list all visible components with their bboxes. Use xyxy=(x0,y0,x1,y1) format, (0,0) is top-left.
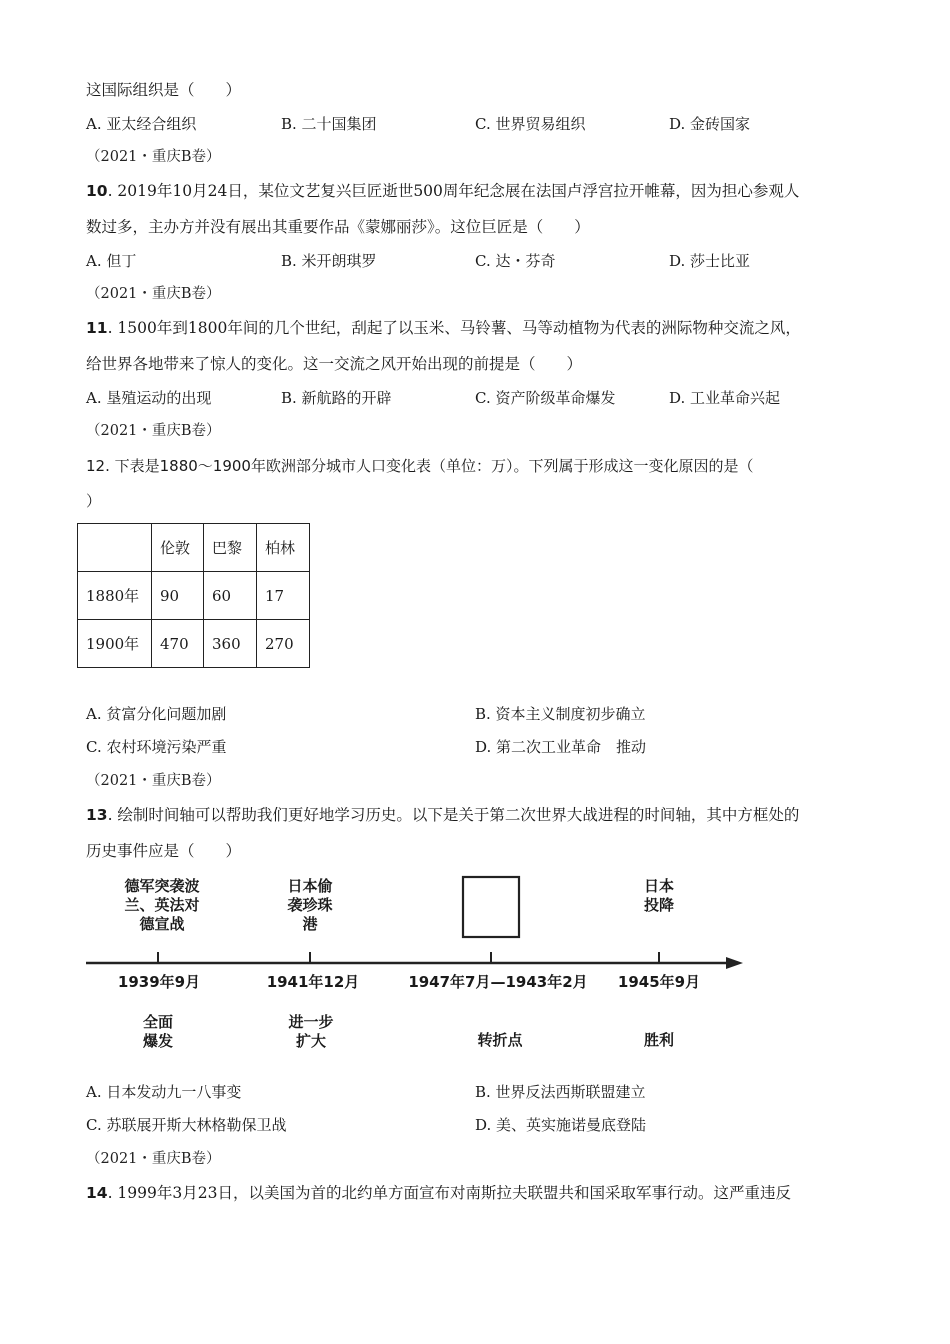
q9-option-a: A. 亚太经合组织 xyxy=(86,115,197,133)
table-header-cell: 伦敦 xyxy=(152,524,204,572)
q11-number: 11 xyxy=(86,319,108,337)
table-cell: 1880年 xyxy=(78,572,152,620)
timeline-event-label: 德军突袭波 兰、英法对 德宣战 xyxy=(124,877,200,933)
timeline-date: 1947年7月—1943年2月 xyxy=(408,973,588,991)
q9-source: （2021・重庆B卷） xyxy=(86,149,221,165)
table-row xyxy=(78,572,310,620)
q13-number: 13 xyxy=(86,806,108,824)
q11-text1: . 1500年到1800年间的几个世纪，刮起了以玉米、马铃薯、马等动植物为代表的洲际物种交流之风， xyxy=(107,319,801,337)
table-cell: 360 xyxy=(204,620,257,668)
q9-option-c: C. 世界贸易组织 xyxy=(475,115,586,133)
table-cell: 17 xyxy=(257,572,310,620)
q10-text1: . 2019年10月24日，某位文艺复兴巨匠逝世500周年纪念展在法国卢浮宫拉开帷幕，因为担心参观人 xyxy=(107,182,800,200)
timeline-date: 1945年9月 xyxy=(617,973,701,991)
q13-stem-line2: 历史事件应是（ ） xyxy=(86,842,242,860)
table-cell: 90 xyxy=(152,572,204,620)
q9-stem-end: 这国际组织是（ ） xyxy=(86,81,242,99)
q12-option-d: D. 第二次工业革命 推动 xyxy=(475,738,647,756)
table-cell: 60 xyxy=(204,572,257,620)
q14-stem-line1 xyxy=(86,1182,791,1204)
table-cell: 1900年 xyxy=(78,620,152,668)
q13-stem-line1 xyxy=(86,804,799,826)
table-header-cell xyxy=(78,524,152,572)
table-header-cell: 巴黎 xyxy=(204,524,257,572)
q14-text1: . 1999年3月23日，以美国为首的北约单方面宣布对南斯拉夫联盟共和国采取军事行动。这严重违反 xyxy=(107,1184,791,1202)
table-cell: 270 xyxy=(257,620,310,668)
q14-number: 14 xyxy=(86,1184,108,1202)
answer-blank-box xyxy=(463,877,519,937)
q13-text1: . 绘制时间轴可以帮助我们更好地学习历史。以下是关于第二次世界大战进程的时间轴，其中方框处的 xyxy=(107,806,800,824)
table-cell: 470 xyxy=(152,620,204,668)
timeline-phase-label: 进一步 扩大 xyxy=(288,1013,334,1050)
q10-stem-line2: 数过多，主办方并没有展出其重要作品《蒙娜丽莎》。这位巨匠是（ ） xyxy=(86,218,590,236)
q10-source: （2021・重庆B卷） xyxy=(86,286,221,302)
q11-option-a: A. 垦殖运动的出现 xyxy=(86,389,212,407)
timeline-phase-label: 转折点 xyxy=(477,1031,523,1049)
q12-stem-line1: 12. 下表是1880～1900年欧洲部分城市人口变化表（单位：万）。下列属于形成这一变化原因的是（ xyxy=(86,457,754,475)
q12-option-a: A. 贫富分化问题加剧 xyxy=(86,705,227,723)
q13-option-a: A. 日本发动九一八事变 xyxy=(86,1083,242,1101)
table-row xyxy=(78,620,310,668)
q12-option-b: B. 资本主义制度初步确立 xyxy=(475,705,646,723)
q11-option-c: C. 资产阶级革命爆发 xyxy=(475,389,616,407)
q13-source: （2021・重庆B卷） xyxy=(86,1151,221,1167)
q13-option-c: C. 苏联展开斯大林格勒保卫战 xyxy=(86,1116,287,1134)
timeline-event-label: 日本偷 袭珍珠 港 xyxy=(287,877,333,933)
q11-source: （2021・重庆B卷） xyxy=(86,423,221,439)
q12-source: （2021・重庆B卷） xyxy=(86,773,221,789)
timeline-date: 1941年12月 xyxy=(266,973,360,991)
q10-option-a: A. 但丁 xyxy=(86,252,137,270)
timeline-arrow-icon xyxy=(726,957,743,969)
q9-option-b: B. 二十国集团 xyxy=(281,115,377,133)
timeline-event-label: 日本 投降 xyxy=(643,877,674,914)
q11-stem-line2: 给世界各地带来了惊人的变化。这一交流之风开始出现的前提是（ ） xyxy=(86,355,583,373)
q13-option-d: D. 美、英实施诺曼底登陆 xyxy=(475,1116,647,1134)
q10-option-d: D. 莎士比亚 xyxy=(669,252,751,270)
q9-option-d: D. 金砖国家 xyxy=(669,115,751,133)
q11-option-b: B. 新航路的开辟 xyxy=(281,389,392,407)
q11-stem-line1 xyxy=(86,317,801,339)
ww2-timeline xyxy=(86,868,746,1058)
q13-option-b: B. 世界反法西斯联盟建立 xyxy=(475,1083,646,1101)
population-table xyxy=(77,523,310,668)
q10-number: 10 xyxy=(86,182,108,200)
timeline-date: 1939年9月 xyxy=(117,973,201,991)
table-header-row xyxy=(78,524,310,572)
q10-stem-line1 xyxy=(86,180,799,202)
q10-option-b: B. 米开朗琪罗 xyxy=(281,252,377,270)
q11-option-d: D. 工业革命兴起 xyxy=(669,389,781,407)
timeline-phase-label: 全面 爆发 xyxy=(142,1013,173,1050)
q10-option-c: C. 达・芬奇 xyxy=(475,252,556,270)
table-header-cell: 柏林 xyxy=(257,524,310,572)
q12-option-c: C. 农村环境污染严重 xyxy=(86,738,227,756)
timeline-phase-label: 胜利 xyxy=(643,1031,674,1049)
q12-stem-line2: ） xyxy=(86,492,102,510)
